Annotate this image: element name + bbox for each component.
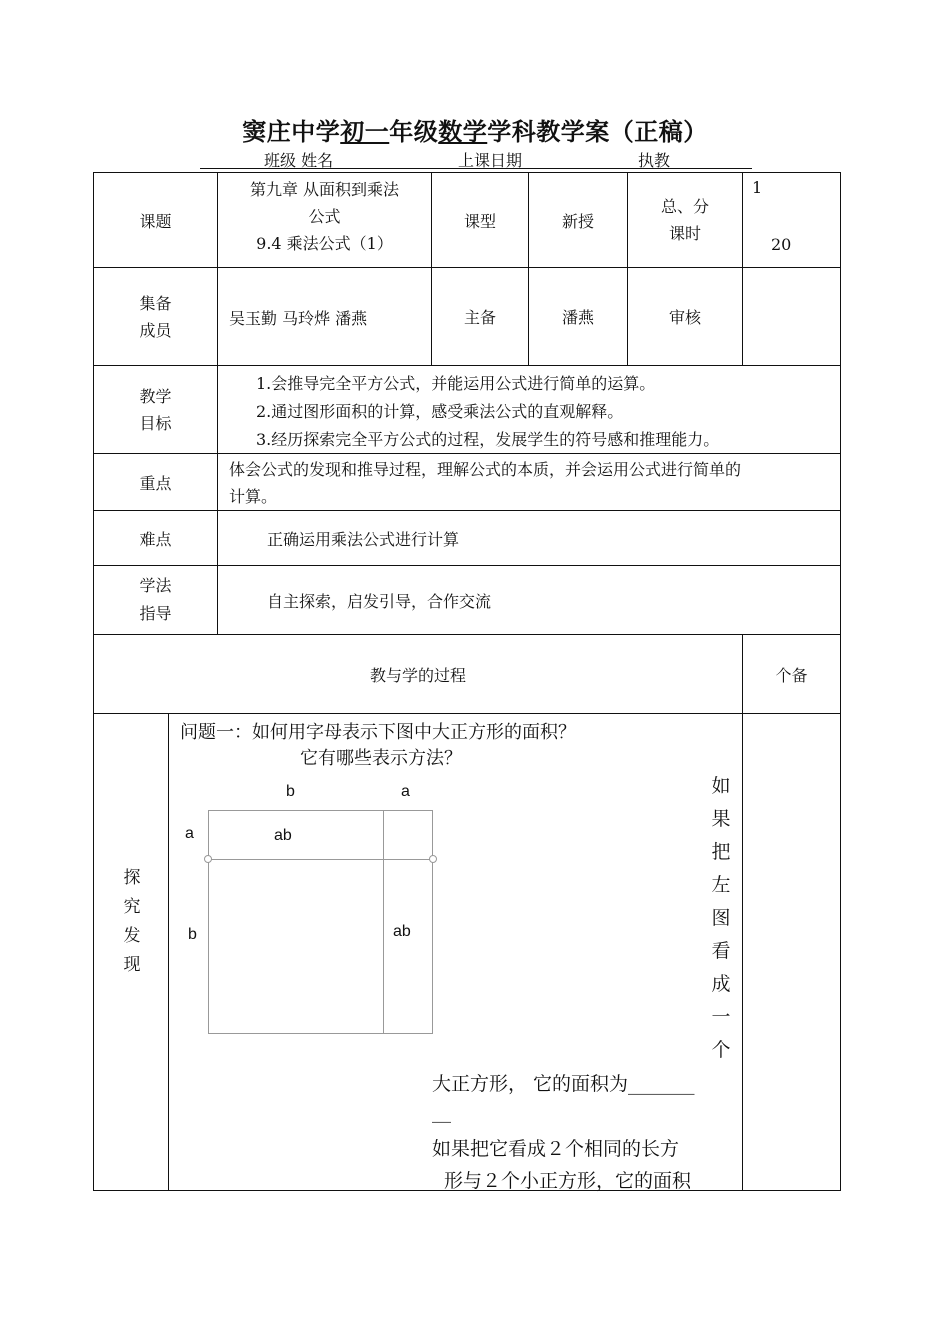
goal-item: 2.通过图形面积的计算，感受乘法公式的直观解释。 — [256, 402, 624, 421]
explore-char: 探 — [123, 868, 141, 888]
personal-label: 个备 — [775, 665, 808, 685]
label-top-b: b — [286, 783, 295, 800]
hours-total: 1 — [752, 178, 763, 197]
big-square — [208, 810, 433, 1034]
vertical-char: 果 — [711, 808, 731, 830]
key-value — [229, 456, 839, 510]
page-title — [0, 112, 950, 147]
hours-label — [628, 173, 742, 267]
explore-char: 究 — [123, 897, 141, 917]
process-label: 教与学的过程 — [369, 665, 466, 685]
title-suffix: 学科教学案（正稿） — [487, 117, 708, 146]
method-label-line-1: 学法 — [139, 576, 172, 595]
vertical-text — [711, 770, 731, 1067]
label-top-a: a — [401, 783, 410, 800]
goals-label — [94, 366, 217, 453]
area-line-tail: __ — [432, 1101, 451, 1123]
title-subject: 数学 — [438, 117, 488, 146]
hours-label-line-2: 课时 — [668, 224, 701, 243]
rect-line-1: 如果把它看成２个相同的长方 — [432, 1138, 680, 1160]
vertical-divider — [383, 810, 384, 1034]
label-left-a: a — [185, 825, 194, 842]
explore-char: 现 — [123, 955, 141, 975]
goals-label-line-2: 目标 — [139, 413, 172, 433]
difficulty-value: 正确运用乘法公式进行计算 — [267, 530, 460, 549]
type-label: 课型 — [463, 211, 496, 231]
members-label — [94, 268, 217, 365]
explore-label — [120, 864, 144, 980]
difficulty-label: 难点 — [139, 529, 172, 549]
goals-list — [256, 370, 836, 454]
lead-label: 主备 — [463, 308, 496, 327]
goal-item: 1.会推导完全平方公式，并能运用公式进行简单的运算。 — [256, 374, 656, 393]
rect-line-2: 形与２个小正方形，它的面积 — [444, 1170, 692, 1192]
vertical-char: 成 — [711, 973, 731, 995]
title-school: 窦庄中学 — [242, 117, 341, 146]
review-value — [743, 268, 840, 365]
vertical-char: 看 — [711, 940, 731, 962]
title-grade: 初一 — [340, 117, 390, 146]
left-handle-icon — [204, 855, 212, 863]
label-ab-right: ab — [393, 923, 411, 940]
topic-value — [218, 176, 431, 266]
lead-value: 潘燕 — [561, 308, 594, 327]
method-value: 自主探索，启发引导，合作交流 — [267, 592, 492, 611]
right-handle-icon — [429, 855, 437, 863]
type-value: 新授 — [561, 211, 594, 231]
hours-label-line-1: 总、分 — [660, 197, 709, 216]
label-ab-top: ab — [274, 827, 292, 844]
vertical-char: 图 — [711, 907, 731, 929]
topic-label: 课题 — [139, 211, 172, 231]
members-value: 吴玉勤 马玲烨 潘燕 — [229, 309, 368, 328]
members-label-line-2: 成员 — [139, 320, 172, 340]
vertical-char: 如 — [711, 775, 731, 797]
vertical-char: 一 — [711, 1006, 731, 1028]
members-label-line-1: 集备 — [139, 293, 172, 313]
goal-item: 3.经历探索完全平方公式的过程，发展学生的符号感和推理能力。 — [256, 430, 720, 449]
topic-line-1: 第九章 从面积到乘法 — [249, 180, 400, 199]
horizontal-divider — [208, 859, 433, 860]
label-left-b: b — [188, 926, 197, 943]
key-label: 重点 — [139, 473, 172, 493]
key-line-2: 计算。 — [229, 487, 278, 506]
vertical-char: 把 — [711, 841, 731, 863]
method-label-line-2: 指导 — [139, 604, 172, 623]
hours-part: 20 — [771, 235, 792, 254]
lesson-date-label: 上课日期 — [458, 151, 523, 170]
goals-label-line-1: 教学 — [139, 386, 172, 406]
title-grade-suffix: 年级 — [389, 117, 439, 146]
method-label — [94, 566, 217, 634]
problem-line-2: 它有哪些表示方法？ — [300, 748, 462, 769]
topic-line-3: 9.4 乘法公式（1） — [256, 234, 393, 253]
problem-line-1: 问题一：如何用字母表示下图中大正方形的面积？ — [180, 722, 576, 743]
vertical-char: 左 — [711, 874, 731, 896]
key-line-1: 体会公式的发现和推导过程，理解公式的本质，并会运用公式进行简单的 — [229, 460, 742, 479]
vertical-char: 个 — [711, 1039, 731, 1061]
topic-line-2: 公式 — [308, 207, 341, 226]
class-name-label: 班级 姓名 — [264, 151, 334, 170]
review-label: 审核 — [668, 308, 701, 327]
header-info-line — [200, 148, 752, 169]
explore-char: 发 — [123, 926, 141, 946]
teacher-label: 执教 — [638, 151, 671, 170]
area-line: 大正方形， 它的面积为_______ — [432, 1073, 695, 1095]
